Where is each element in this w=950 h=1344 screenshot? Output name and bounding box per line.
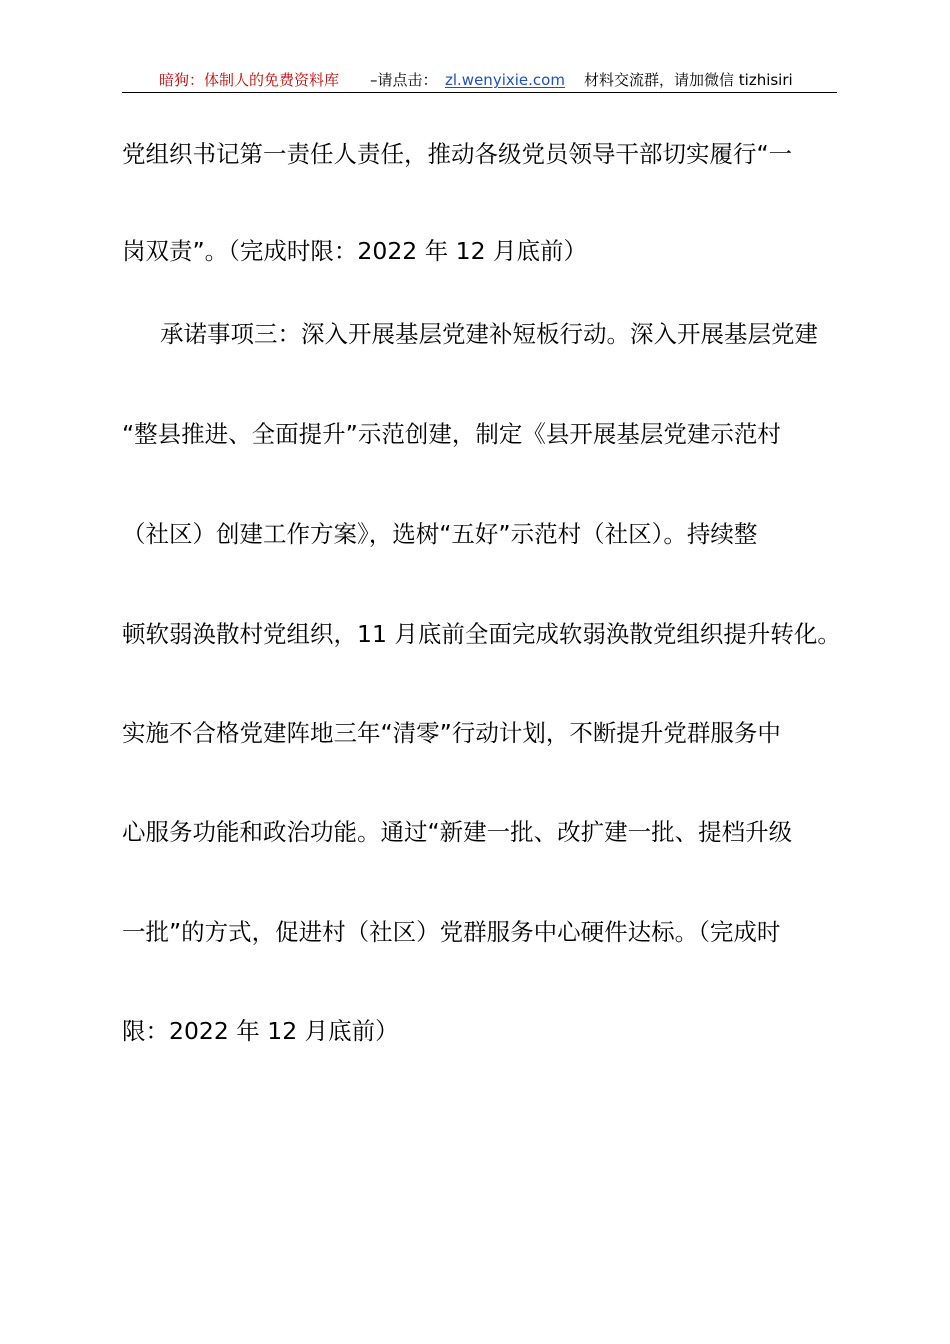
- body-line-3-paragraph-start: 承诺事项三：深入开展基层党建补短板行动。深入开展基层党建: [160, 320, 818, 348]
- page-header: [122, 68, 837, 93]
- body-line-9: 一批”的方式，促进村（社区）党群服务中心硬件达标。（完成时: [122, 918, 781, 946]
- header-website-link[interactable]: zl.wenyixie.com: [445, 71, 565, 89]
- body-line-1: 党组织书记第一责任人责任，推动各级党员领导干部切实履行“一: [122, 140, 793, 168]
- body-line-10: 限：2022 年 12 月底前）: [122, 1017, 399, 1045]
- header-brand-text: 暗狗：体制人的免费资料库: [159, 71, 340, 89]
- body-line-7: 实施不合格党建阵地三年“清零”行动计划，不断提升党群服务中: [122, 719, 781, 747]
- body-line-4: “整县推进、全面提升”示范创建，制定《县开展基层党建示范村: [122, 420, 781, 448]
- body-line-6: 顿软弱涣散村党组织，11 月底前全面完成软弱涣散党组织提升转化。: [122, 620, 841, 648]
- body-line-5: （社区）创建工作方案》，选树“五好”示范村（社区）。持续整: [122, 520, 758, 548]
- body-line-2: 岗双责”。（完成时限：2022 年 12 月底前）: [122, 237, 588, 265]
- header-link-prompt: –请点击：: [370, 71, 438, 89]
- header-contact-text: 材料交流群，请加微信 tizhisiri: [584, 71, 793, 89]
- body-line-8: 心服务功能和政治功能。通过“新建一批、改扩建一批、提档升级: [122, 818, 793, 846]
